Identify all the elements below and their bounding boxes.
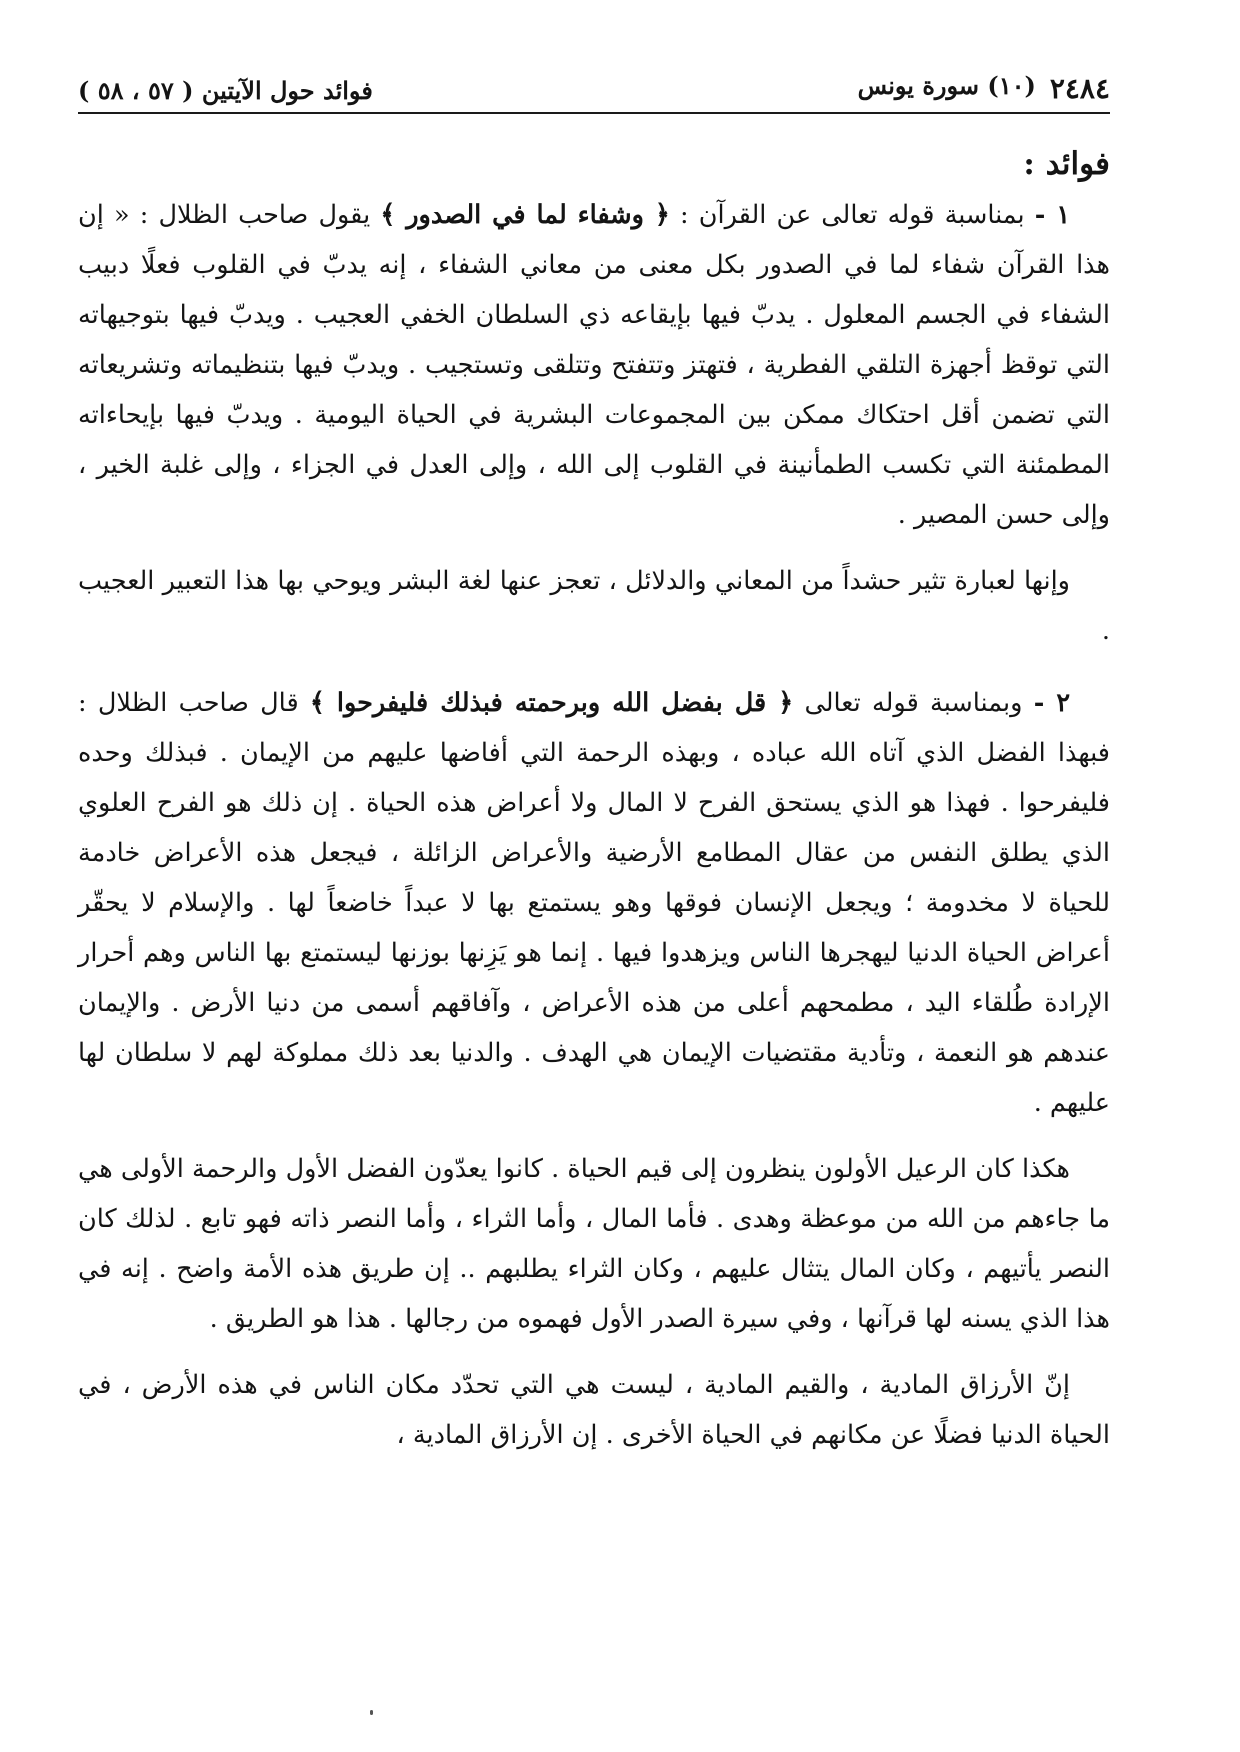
topic-label: فوائد حول الآيتين ( ٥٧ ، ٥٨ ) [78,76,373,106]
surah-label: (١٠) سورة يونس [857,71,1036,101]
item-number-1: ١ - [1034,200,1071,231]
header-right-group [858,72,1110,106]
running-header [78,62,1110,106]
section-title: فوائد : [1023,146,1110,182]
ayah-quote-2: ﴿ قل بفضل الله وبرحمته فبذلك فليفرحوا ﴾ [309,688,794,719]
paragraph-2-text: وإنها لعبارة تثير حشداً من المعاني والدلائل ، تعجز عنها لغة البشر ويوحي بها هذا التعبير العجيب . [78,566,1110,647]
item-number-2: ٢ - [1033,688,1071,719]
paragraph-1-intro: بمناسبة قوله تعالى عن القرآن : [680,200,1025,231]
page-number: ٢٤٨٤ [1049,72,1110,106]
paragraph-4-text: هكذا كان الرعيل الأولون ينظرون إلى قيم الحياة . كانوا يعدّون الفضل الأول والرحمة الأولى هي ما جاءهم من الله من موعظة وهدى . فأما المال ، وأما الثراء ، وأما النصر ذاته فهو تابع . لذلك كان النصر يأتيهم ، وكان المال يتثال عليهم ، وكان الثراء يطلبهم .. إن طريق هذه الأمة واضح . إنه في هذا الذي يسنه لها قرآنها ، وفي سيرة الصدر الأول فهموه من رجالها . هذا هو الطريق . [78,1154,1110,1335]
paragraph-5-text: إنّ الأرزاق المادية ، والقيم المادية ، ليست هي التي تحدّد مكان الناس في هذه الأرض ، في الحياة الدنيا فضلًا عن مكانهم في الحياة الأخرى . إن الأرزاق المادية ، [78,1370,1110,1451]
book-page [78,62,1110,1712]
paragraph-5 [78,1360,1110,1460]
paragraph-3-intro: وبمناسبة قوله تعالى [804,688,1023,719]
paragraph-4 [78,1144,1110,1344]
scan-speck [370,1710,373,1715]
ayah-quote-1: ﴿ وشفاء لما في الصدور ﴾ [380,200,670,231]
header-rule [78,112,1110,114]
paragraph-2 [78,556,1110,656]
paragraph-3-body: قال صاحب الظلال : فبهذا الفضل الذي آتاه الله عباده ، وبهذه الرحمة التي أفاضها عليهم من الإيمان . فبذلك وحده فليفرحوا . فهذا هو الذي يستحق الفرح لا المال ولا أعراض هذه الحياة . إن ذلك هو الفرح العلوي الذي يطلق النفس من عقال المطامع الأرضية والأعراض الزائلة ، فيجعل هذه الأعراض خادمة للحياة لا مخدومة ؛ ويجعل الإنسان فوقها وهو يستمتع بها لا عبداً خاضعاً لها . والإسلام لا يحقّر أعراض الحياة الدنيا ليهجرها الناس ويزهدوا فيها . إنما هو يَزِنها بوزنها ليستمتع بها الناس وهم أحرار الإرادة طُلقاء اليد ، مطمحهم أعلى من هذه الأعراض ، وآفاقهم أسمى من دنيا الأرض . والإيمان عندهم هو النعمة ، وتأدية مقتضيات الإيمان هي الهدف . والدنيا بعد ذلك مملوكة لهم لا سلطان لها عليهم . [78,688,1110,1119]
paragraph-1 [78,190,1110,540]
paragraph-1-body: يقول صاحب الظلال : « إن هذا القرآن شفاء لما في الصدور بكل معنى من معاني الشفاء ، إنه يدبّ في القلوب فعلًا دبيب الشفاء في الجسم المعلول . يدبّ فيها بإيقاعه ذي السلطان الخفي العجيب . ويدبّ فيها بتوجيهاته التي توقظ أجهزة التلقي الفطرية ، فتهتز وتتفتح وتتلقى وتستجيب . ويدبّ فيها بتنظيماته وتشريعاته التي تضمن أقل احتكاك ممكن بين المجموعات البشرية في الحياة اليومية . ويدبّ فيها بإيحاءاته المطمئنة التي تكسب الطمأنينة في القلوب إلى الله ، وإلى العدل في الجزاء ، وإلى غلبة الخير ، وإلى حسن المصير . [78,200,1110,531]
paragraph-3 [78,678,1110,1128]
